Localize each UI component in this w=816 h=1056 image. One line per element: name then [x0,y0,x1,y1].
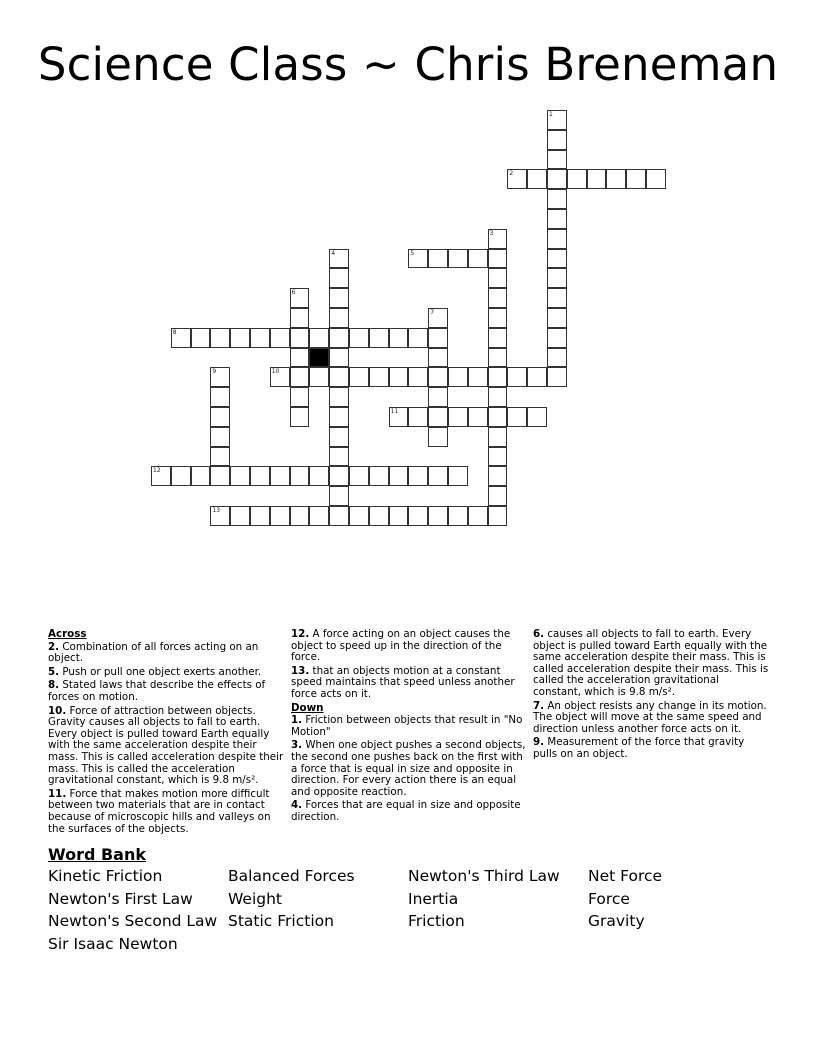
grid-cell[interactable] [488,367,508,387]
grid-cell[interactable] [488,447,508,467]
across-heading: Across [48,628,87,640]
grid-cell[interactable] [547,169,567,189]
grid-cell[interactable] [290,328,310,348]
grid-cell[interactable] [290,387,310,407]
grid-cell[interactable] [547,150,567,170]
clue-number: 6 [291,289,296,297]
grid-cell[interactable] [448,466,468,486]
clue-text: Force of attraction between objects. Gravity causes all objects to fall to earth. Every object is pulled toward Earth equally with the same acceleration despite their mass. This is called acceleration despite their mass. This is called the acceleration gravitational constant, which is 9.8 m/s². [48,704,284,787]
grid-cell[interactable] [488,288,508,308]
grid-cell[interactable] [389,466,409,486]
grid-cell[interactable] [270,367,290,387]
grid-cell[interactable] [606,169,626,189]
grid-cell[interactable] [646,169,666,189]
clue [48,642,284,665]
word-bank-item: Newton's Third Law [408,867,560,885]
grid-cell[interactable] [408,249,428,269]
clue [291,629,527,664]
grid-cell[interactable] [329,427,349,447]
clues-column-3 [533,629,769,763]
grid-cell[interactable] [369,506,389,526]
clue-text: Push or pull one object exerts another. [62,665,262,678]
grid-cell[interactable] [171,466,191,486]
grid-cell[interactable] [230,466,250,486]
clue-number-label: 2. [48,640,60,653]
clue-text: Combination of all forces acting on an object. [48,640,259,665]
clue-number: 2 [509,170,514,178]
grid-cell[interactable] [389,328,409,348]
grid-cell[interactable] [448,249,468,269]
grid-cell[interactable] [290,367,310,387]
grid-cell[interactable] [547,249,567,269]
clue [48,680,284,703]
clue-number: 12 [153,467,161,475]
word-bank-item: Net Force [588,867,663,885]
clue [291,740,527,798]
grid-cell[interactable] [626,169,646,189]
word-bank-item: Newton's Second Law [48,912,218,930]
clue-number-label: 9. [533,736,545,749]
grid-cell[interactable] [329,268,349,288]
clue-number: 4 [331,249,336,257]
clue-text: Measurement of the force that gravity pulls on an object. [533,736,745,760]
grid-cell[interactable] [389,407,409,427]
grid-cell[interactable] [527,407,547,427]
grid-cell[interactable] [290,348,310,368]
word-bank-item: Inertia [408,890,459,908]
grid-cell[interactable] [329,407,349,427]
grid-cell[interactable] [547,288,567,308]
grid-cell[interactable] [547,209,567,229]
clue [48,789,284,835]
grid-cell[interactable] [507,367,527,387]
grid-cell[interactable] [468,249,488,269]
grid-cell[interactable] [349,466,369,486]
clue-number: 10 [271,368,280,376]
grid-cell[interactable] [349,328,369,348]
grid-cell[interactable] [488,268,508,288]
clue-number-label: 7. [533,699,545,712]
clue-text: When one object pushes a second objects, the second one pushes back on the first with a force that is equal in size and opposite in direction. For every action there is an equal and opposite reaction. [291,739,526,798]
grid-cell[interactable] [210,447,230,467]
grid-cell[interactable] [210,407,230,427]
clue-text: causes all objects to fall to earth. Every object is pulled toward Earth equally with the same acceleration despite their mass. This is called acceleration despite their mass. This is called the acceleration gravitational constant, which is 9.8 m/s². [533,628,769,698]
clue-number-label: 10. [48,704,67,717]
word-bank-item: Balanced Forces [228,867,355,885]
word-bank-heading: Word Bank [48,845,147,864]
clue [533,629,769,699]
grid-cell[interactable] [290,506,310,526]
grid-cell[interactable] [309,506,329,526]
word-bank-item: Sir Isaac Newton [48,935,178,953]
clue [533,737,769,760]
clues-column-2 [291,629,527,826]
grid-cell[interactable] [428,308,448,328]
clue-number-label: 12. [291,628,310,640]
clue-text: An object resists any change in its motion. The object will move at the same speed and direction unless another force acts on it. [533,699,767,735]
grid-cell[interactable] [428,506,448,526]
page-title: Science Class ~ Chris Breneman [37,38,779,91]
clue-number-label: 3. [291,739,303,752]
grid-cell[interactable] [408,506,428,526]
grid-cell[interactable] [428,249,448,269]
grid-cell[interactable] [369,328,389,348]
grid-cell[interactable] [329,367,349,387]
word-bank-item: Kinetic Friction [48,867,163,885]
grid-cell[interactable] [507,407,527,427]
grid-cell[interactable] [547,189,567,209]
clue-text: Force that makes motion more difficult between two materials that are in contact because of microscopic hills and valleys on the surfaces of the objects. [48,787,271,835]
clue-number: 11 [390,408,399,415]
grid-cell[interactable] [587,169,607,189]
grid-cell[interactable] [349,506,369,526]
clue-text: that an objects motion at a constant speed maintains that speed unless another force acts on it. [291,664,515,700]
clue-number-label: 1. [291,714,303,727]
grid-cell[interactable] [210,506,230,526]
grid-cell[interactable] [428,387,448,407]
grid-cell[interactable] [547,268,567,288]
grid-cell[interactable] [527,367,547,387]
word-bank-item: Weight [228,890,283,908]
grid-cell[interactable] [329,466,349,486]
grid-cell[interactable] [408,367,428,387]
clue-number-label: 5. [48,665,60,678]
clue-number-label: 8. [48,679,60,692]
clue-text: Stated laws that describe the effects of forces on motion. [48,679,266,703]
grid-cell[interactable] [547,308,567,328]
grid-cell[interactable] [250,328,270,348]
clue-number: 8 [172,328,177,336]
clue-number-label: 4. [291,799,303,812]
clue-number-label: 6. [533,628,545,640]
grid-cell[interactable] [191,328,211,348]
grid-cell[interactable] [527,169,547,189]
grid-cell[interactable] [309,367,329,387]
grid-cell[interactable] [270,328,290,348]
clue-number: 1 [549,111,553,118]
clue [291,800,527,823]
word-bank-item: Friction [408,912,465,930]
grid-cell[interactable] [547,110,567,130]
grid-cell[interactable] [547,367,567,387]
clue-number: 7 [430,309,435,316]
grid-cell[interactable] [408,407,428,427]
grid-cell[interactable] [488,308,508,328]
grid-cell[interactable] [329,348,349,368]
grid-cell[interactable] [270,466,290,486]
grid-cell[interactable] [210,328,230,348]
grid-cell[interactable] [151,466,171,486]
grid-cell[interactable] [210,466,230,486]
clues-column-1 [48,629,284,837]
clue-text: A force acting on an object causes the object to speed up in the direction of the force. [291,628,511,664]
grid-cell[interactable] [329,328,349,348]
clue-number-label: 11. [48,787,67,800]
grid-cell[interactable] [567,169,587,189]
crossword-grid [151,110,671,530]
grid-cell[interactable] [488,328,508,348]
grid-cell[interactable] [408,328,428,348]
grid-cell[interactable] [171,328,191,348]
grid-cell[interactable] [428,367,448,387]
clue-text: Forces that are equal in size and opposite direction. [291,799,521,823]
clue [533,701,769,736]
grid-cell[interactable] [488,387,508,407]
grid-cell[interactable] [210,367,230,387]
grid-cell[interactable] [428,348,448,368]
grid-cell[interactable] [329,486,349,506]
grid-cell[interactable] [428,328,448,348]
grid-cell[interactable] [329,506,349,526]
grid-cell[interactable] [547,229,567,249]
grid-cell[interactable] [468,506,488,526]
grid-cell[interactable] [270,506,290,526]
grid-cell[interactable] [329,387,349,407]
grid-cell[interactable] [329,249,349,269]
grid-cell[interactable] [488,249,508,269]
grid-cell[interactable] [210,427,230,447]
grid-cell[interactable] [468,367,488,387]
grid-cell[interactable] [507,169,527,189]
clue [48,667,284,679]
grid-cell[interactable] [468,407,488,427]
grid-cell[interactable] [329,447,349,467]
grid-cell[interactable] [309,466,329,486]
grid-cell[interactable] [369,466,389,486]
grid-cell[interactable] [230,328,250,348]
grid-cell[interactable] [428,427,448,447]
grid-cell[interactable] [488,427,508,447]
clue [291,715,527,738]
grid-cell[interactable] [488,466,508,486]
grid-cell[interactable] [488,506,508,526]
grid-cell[interactable] [290,288,310,308]
grid-cell[interactable] [428,466,448,486]
grid-cell[interactable] [428,407,448,427]
grid-cell[interactable] [547,328,567,348]
grid-cell[interactable] [250,506,270,526]
grid-cell[interactable] [329,288,349,308]
grid-cell[interactable] [309,328,329,348]
grid-cell[interactable] [329,308,349,328]
down-heading: Down [291,701,324,714]
word-bank-item: Gravity [588,912,645,930]
clue-number: 5 [410,249,415,257]
clue-number: 3 [489,229,494,237]
word-bank-item: Force [588,890,630,908]
grid-cell[interactable] [389,506,409,526]
grid-cell[interactable] [488,229,508,249]
grid-cell[interactable] [488,407,508,427]
grid-cell[interactable] [448,367,468,387]
grid-cell[interactable] [547,130,567,150]
grid-cell[interactable] [349,367,369,387]
clue [291,666,527,701]
word-bank-item: Static Friction [228,912,334,930]
clue-number-label: 13. [291,664,310,677]
grid-cell[interactable] [408,466,428,486]
grid-cell[interactable] [448,506,468,526]
grid-cell[interactable] [448,407,468,427]
clue-number: 13 [212,507,221,514]
grid-cell[interactable] [488,348,508,368]
grid-cell[interactable] [290,466,310,486]
black-square [309,348,329,368]
grid-cell[interactable] [290,407,310,427]
grid-cell[interactable] [389,367,409,387]
grid-cell[interactable] [547,348,567,368]
clue-number: 9 [212,368,217,376]
grid-cell[interactable] [210,387,230,407]
grid-cell[interactable] [290,308,310,328]
clue [48,706,284,787]
word-bank-item: Newton's First Law [48,890,193,908]
clue-text: Friction between objects that result in "No Motion" [291,714,523,738]
grid-cell[interactable] [230,506,250,526]
grid-cell[interactable] [250,466,270,486]
grid-cell[interactable] [369,367,389,387]
grid-cell[interactable] [191,466,211,486]
grid-cell[interactable] [488,486,508,506]
